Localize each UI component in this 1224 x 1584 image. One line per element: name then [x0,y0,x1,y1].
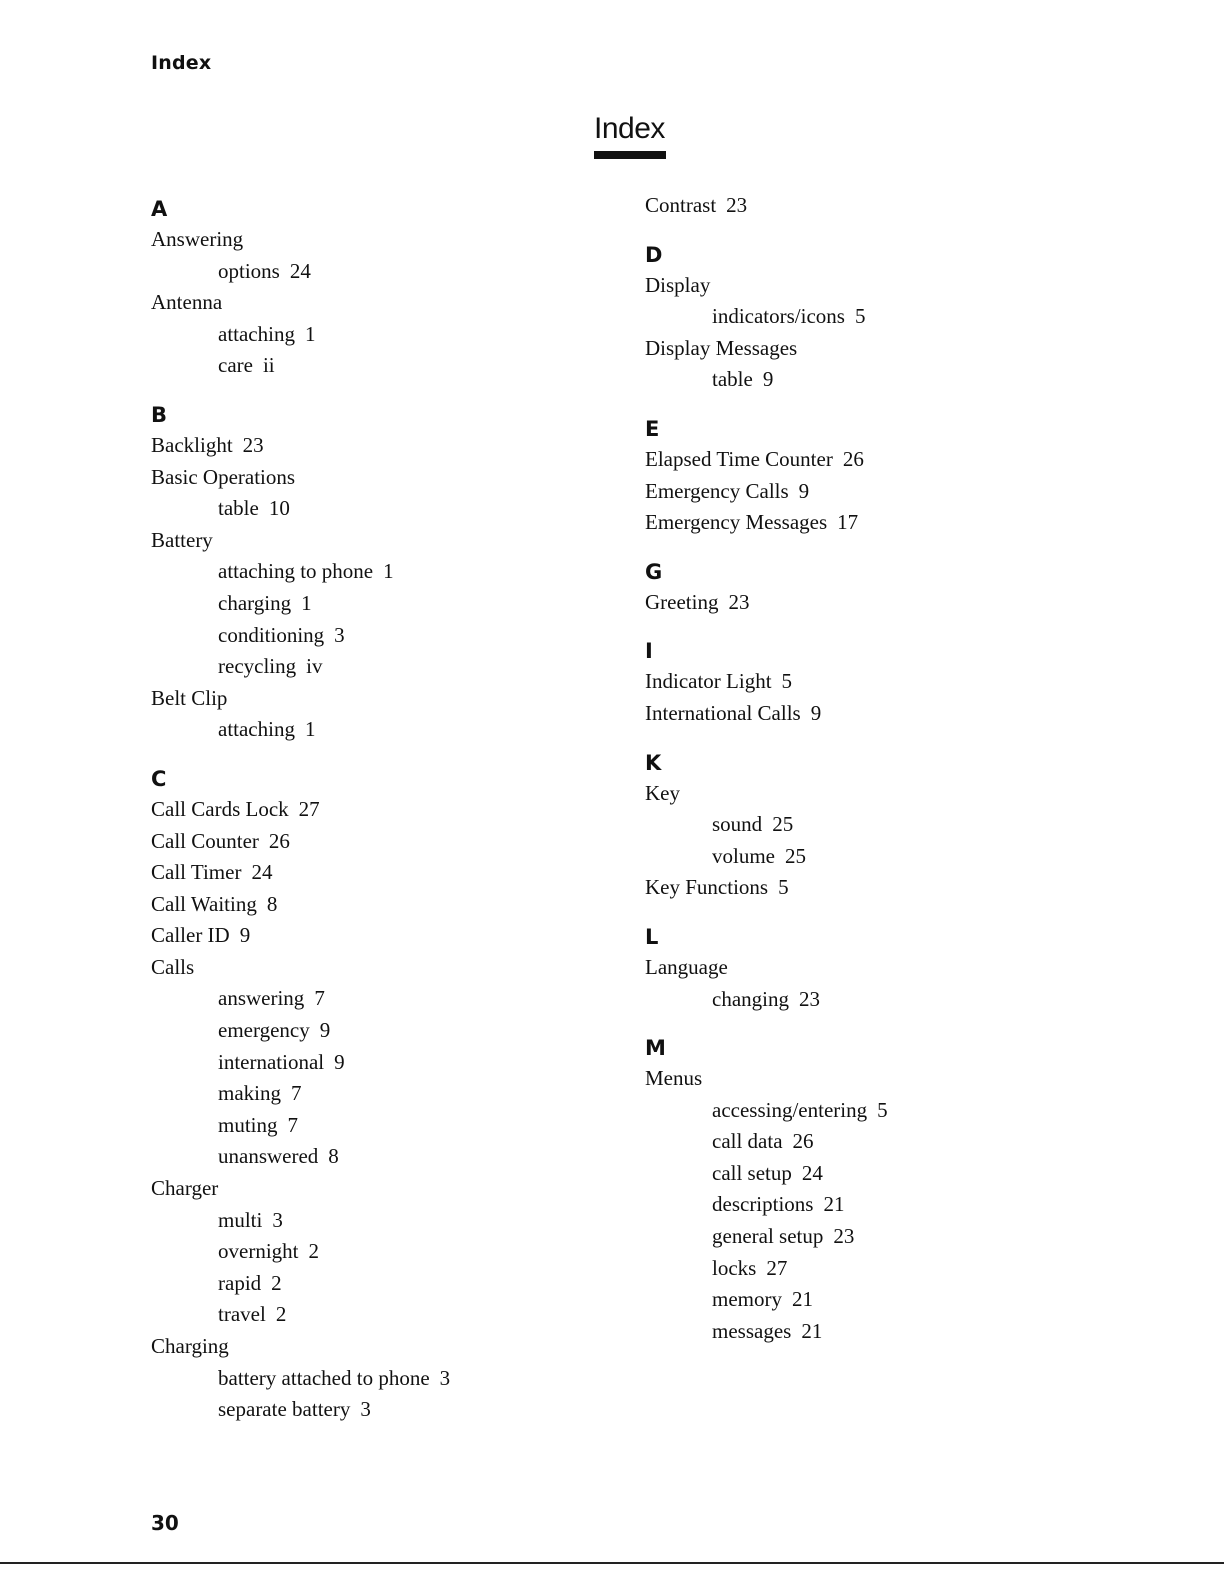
entry-term: International Calls [645,700,801,725]
index-section [151,760,450,1426]
section-letter: M [645,1036,666,1061]
index-column-left [151,190,450,1440]
index-subentry [645,809,888,841]
index-section [645,918,888,1015]
entry-page-number: 9 [334,1049,345,1074]
entry-term: changing [712,986,789,1011]
index-entry [151,1331,450,1363]
entry-page-number: 1 [304,321,316,346]
index-subentry [151,1299,450,1331]
entry-page-number: 5 [781,669,793,694]
index-entry [645,476,888,508]
index-subentry [645,1284,888,1316]
index-subentry [151,1141,450,1173]
index-subentry [151,1047,450,1079]
index-subentry [645,1189,888,1221]
entry-term: Answering [151,227,244,251]
index-subentry [151,714,450,746]
entry-page-number: 2 [275,1302,287,1327]
index-entry [151,683,450,715]
entry-term: multi [218,1207,263,1232]
entry-term: Belt Clip [151,685,228,710]
entry-page-number: 21 [823,1192,845,1217]
index-entry [645,872,888,904]
entry-page-number: 7 [314,986,325,1011]
entry-page-number: 23 [726,193,748,217]
index-subentry [645,1253,888,1285]
entry-page-number: 27 [298,796,320,821]
entry-term: Language [645,954,728,979]
entry-page-number: 9 [810,700,822,725]
entry-page-number: 2 [308,1239,319,1264]
index-subentry [151,1015,450,1047]
entry-term: attaching to phone [218,559,374,584]
index-entry [645,698,888,730]
entry-term: Greeting [645,589,719,614]
entry-term: descriptions [712,1192,814,1217]
entry-page-number: 5 [778,875,789,900]
index-subentry [645,984,888,1016]
index-entry [151,462,450,494]
entry-term: answering [218,986,305,1011]
index-subentry [151,620,450,652]
entry-page-number: 1 [304,717,316,742]
entry-page-number: 21 [791,1287,813,1312]
entry-page-number: 24 [251,860,273,885]
index-section [645,744,888,904]
index-subentry [645,1095,888,1127]
section-letter: E [645,416,660,441]
entry-term: Call Counter [151,828,259,853]
index-subentry [645,1126,888,1158]
entry-page-number: 24 [289,258,311,283]
entry-page-number: 8 [328,1144,339,1169]
index-entry [645,270,888,302]
section-letter: I [645,639,653,664]
index-subentry [151,1394,450,1426]
entry-term: charging [218,590,292,615]
index-section [645,190,888,222]
entry-term: locks [712,1255,757,1280]
entry-page-number: 3 [334,622,345,647]
index-subentry [151,651,450,683]
entry-term: Key Functions [645,875,769,900]
index-subentry [151,350,450,382]
index-entry [645,778,888,810]
entry-page-number: 25 [772,812,794,837]
index-subentry [151,493,450,525]
index-entry [645,587,888,619]
entry-page-number: 25 [785,843,806,868]
entry-page-number: 23 [242,432,264,457]
entry-term: international [218,1049,325,1074]
section-letter: L [645,924,659,949]
index-entry [645,952,888,984]
index-entry [645,1063,888,1095]
index-entry [645,190,888,222]
section-letter: C [151,766,167,791]
index-subentry [645,364,888,396]
entry-term: Key [645,780,680,805]
entry-term: unanswered [218,1144,319,1169]
entry-term: Menus [645,1066,703,1091]
page-title: Index [594,112,665,145]
index-entry [645,507,888,539]
entry-term: Caller ID [151,923,230,948]
entry-page-number: 23 [833,1224,855,1249]
entry-page-number: 7 [291,1081,302,1106]
entry-term: Charging [151,1334,229,1358]
entry-page-number: 9 [798,478,810,503]
entry-term: table [712,367,753,392]
entry-term: sound [712,812,763,837]
entry-page-number: ii [262,353,275,378]
entry-page-number: iv [306,654,323,679]
section-letter: K [645,750,662,775]
title-underline [594,151,666,159]
entry-term: separate battery [218,1397,351,1422]
index-entry [151,826,450,858]
entry-term: accessing/entering [712,1097,868,1122]
entry-page-number: 9 [239,923,251,948]
index-subentry [151,256,450,288]
index-entry [151,430,450,462]
entry-term: call setup [712,1160,792,1185]
entry-page-number: 9 [319,1018,331,1043]
index-subentry [151,983,450,1015]
entry-term: Calls [151,954,195,979]
index-subentry [151,556,450,588]
entry-page-number: 1 [383,559,394,584]
index-section [645,553,888,619]
entry-term: Antenna [151,290,223,315]
entry-page-number: 3 [272,1207,283,1232]
entry-term: table [218,496,259,521]
index-subentry [645,1158,888,1190]
entry-page-number: 26 [842,446,864,471]
index-entry [151,920,450,952]
entry-term: Indicator Light [645,669,772,694]
index-entry [645,444,888,476]
entry-term: Contrast [645,193,717,217]
entry-page-number: 9 [762,367,774,392]
entry-term: travel [218,1302,266,1327]
index-entry [645,666,888,698]
entry-page-number: 3 [360,1397,371,1422]
entry-page-number: 5 [854,304,866,329]
index-column-right [645,190,888,1361]
index-subentry [645,841,888,873]
index-subentry [645,1221,888,1253]
entry-page-number: 21 [801,1318,823,1343]
entry-term: Emergency Messages [645,510,828,535]
index-section [645,236,888,396]
entry-term: muting [218,1112,278,1137]
index-subentry [151,319,450,351]
entry-term: Emergency Calls [645,478,789,503]
index-section [645,410,888,539]
index-subentry [151,1268,450,1300]
entry-term: conditioning [218,622,325,647]
entry-term: attaching [218,321,295,346]
entry-term: Call Waiting [151,891,257,916]
index-subentry [151,1110,450,1142]
entry-term: volume [712,843,775,868]
entry-page-number: 2 [271,1270,282,1295]
index-subentry [645,301,888,333]
index-subentry [151,1205,450,1237]
entry-term: overnight [218,1239,299,1264]
index-entry [151,794,450,826]
running-head: Index [151,52,212,74]
entry-term: rapid [218,1270,262,1295]
section-letter: D [645,242,663,267]
page-number: 30 [151,1511,179,1535]
index-entry [151,224,450,256]
entry-term: call data [712,1129,783,1154]
index-subentry [645,1316,888,1348]
entry-page-number: 24 [801,1160,823,1185]
entry-page-number: 5 [877,1097,888,1122]
entry-term: Charger [151,1176,219,1201]
entry-term: Call Cards Lock [151,796,289,821]
index-entry [151,952,450,984]
entry-term: recycling [218,654,297,679]
bottom-rule [0,1562,1224,1564]
index-subentry [151,1078,450,1110]
entry-page-number: 7 [287,1112,299,1137]
entry-term: Backlight [151,432,233,457]
index-entry [151,287,450,319]
entry-page-number: 8 [266,891,278,916]
entry-term: messages [712,1318,792,1343]
entry-term: Call Timer [151,860,242,885]
entry-term: options [218,258,280,283]
entry-page-number: 27 [766,1255,788,1280]
entry-term: attaching [218,717,295,742]
entry-page-number: 3 [439,1365,451,1390]
index-section [151,190,450,382]
entry-term: emergency [218,1018,310,1043]
index-entry [151,857,450,889]
entry-page-number: 10 [268,496,290,521]
section-letter: A [151,197,168,221]
entry-term: Elapsed Time Counter [645,446,833,471]
index-subentry [151,1363,450,1395]
index-entry [645,333,888,365]
entry-term: making [218,1081,281,1106]
entry-page-number: 23 [728,589,750,614]
index-section [645,632,888,729]
section-letter: B [151,402,168,427]
index-section [645,1029,888,1347]
index-entry [151,525,450,557]
index-subentry [151,1236,450,1268]
entry-term: general setup [712,1224,824,1249]
entry-term: Battery [151,527,213,552]
entry-term: memory [712,1287,782,1312]
index-section [151,396,450,746]
entry-page-number: 17 [837,510,859,535]
index-subentry [151,588,450,620]
index-entry [151,889,450,921]
index-entry [151,1173,450,1205]
entry-term: Display [645,272,711,297]
entry-page-number: 26 [268,828,290,853]
entry-term: battery attached to phone [218,1365,430,1390]
section-letter: G [645,559,663,584]
entry-term: Basic Operations [151,464,296,489]
entry-page-number: 26 [792,1129,814,1154]
entry-term: Display Messages [645,335,798,360]
entry-term: care [218,353,253,378]
entry-term: indicators/icons [712,304,845,329]
entry-page-number: 23 [798,986,820,1011]
entry-page-number: 1 [301,590,312,615]
